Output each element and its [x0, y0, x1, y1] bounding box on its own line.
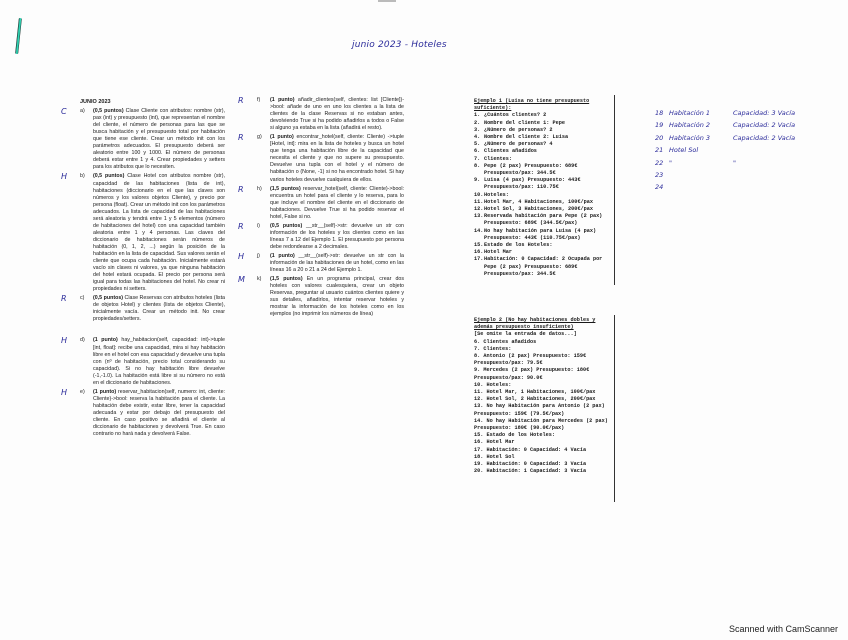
- item-text: reservar_habitacion(self, numero: int, cliente: Cliente)->bool: reserva la habitación para el cliente. La habitación debe existir, estar libre, tener la capacidad adecuada y estar por debajo del presupuesto del cliente. En caso positivo se añadirá el cliente al diccionario de habitaciones y devolverá True. En caso contrario no hará nada y devolverá False.: [93, 388, 225, 438]
- margin-note: M: [238, 275, 245, 285]
- exam-column-1: [61, 99, 226, 440]
- line-text: Clientes:: [484, 155, 513, 162]
- handwritten-label: Habitación 2: [669, 121, 711, 130]
- margin-note: H: [61, 172, 68, 182]
- line-text: Nombre del cliente 1: Pepe: [484, 119, 565, 126]
- line-number: 9.: [474, 177, 481, 184]
- line-text: 11. Hotel Mar, 1 Habitaciones, 100€/pax: [474, 389, 596, 396]
- output-line: [474, 112, 614, 119]
- item-label: h): [257, 185, 262, 192]
- line-number: 12.: [474, 206, 484, 213]
- output-line: [474, 461, 614, 468]
- line-text: 10. Hoteles:: [474, 381, 512, 388]
- line-number: 6.: [474, 148, 481, 155]
- output-line: [474, 256, 614, 278]
- item-text: hay_habitacion(self, capacidad: int)->tuple [int, float]: recibe una capacidad, mira si hay habitación libre en el hotel con esa capacidad y devuelve una tupla con (nº de habitación, precio total considerando su capacidad). Si no hay habitación libre devuelve (-1,-1.0). La habitación está libre si su número no está en el diccionario de habitaciones.: [93, 337, 225, 386]
- output-line: [474, 331, 614, 338]
- handwritten-line-number: 22: [655, 158, 664, 167]
- item-points: (1 punto): [270, 252, 295, 259]
- output-line: [474, 120, 614, 127]
- line-number: 4.: [474, 134, 481, 141]
- exam-item-k: [238, 275, 404, 318]
- item-label: j): [257, 252, 260, 259]
- line-text: 14. No hay Habitación para Mercedes (2 pax) Presupuesto: 180€ (90.0€/pax): [474, 417, 608, 432]
- item-label: c): [80, 295, 85, 302]
- margin-note: C: [61, 107, 67, 117]
- line-text: Nombre del cliente 2: Luisa: [484, 134, 569, 141]
- handwritten-line: [655, 181, 795, 193]
- output-line: [474, 206, 614, 213]
- line-text: Hotel Sol, 3 Habitaciones, 200€/pax: [484, 206, 593, 213]
- line-text: Estado de los Hoteles:: [484, 242, 553, 249]
- handwritten-label: [669, 169, 733, 181]
- margin-note: H: [61, 387, 68, 397]
- line-text: 13. No hay Habitación para Antonio (2 pax) Presupuesto: 159€ (79.5€/pax): [474, 403, 605, 417]
- line-text: ¿Número de personas? 2: [484, 126, 553, 133]
- item-points: (0,5 puntos): [93, 173, 125, 180]
- handwritten-value: Capacidad: 2 Vacía: [733, 121, 796, 130]
- line-text: 19. Habitación: 0 Capacidad: 3 Vacía: [474, 461, 587, 468]
- line-text: Presupuesto/pax: 79.5€: [474, 360, 543, 367]
- line-number: 2.: [474, 119, 481, 126]
- line-number: 5.: [474, 141, 481, 148]
- line-number: 3.: [474, 126, 481, 133]
- output-line: [474, 454, 614, 461]
- line-text: Presupuesto/pax: 90.0€: [474, 374, 543, 381]
- output-line: [474, 141, 614, 148]
- exam-item-h: [238, 184, 404, 221]
- output-line: [474, 432, 614, 439]
- line-text: 16. Hotel Mar: [474, 439, 515, 446]
- item-points: (1,5 puntos): [270, 185, 301, 192]
- line-text: 12. Hotel Sol, 2 Habitaciones, 200€/pax: [474, 396, 596, 403]
- line-text: 6. Clientes añadidos: [474, 338, 537, 345]
- handwritten-value: ": [733, 158, 736, 167]
- line-number: 13.: [474, 213, 484, 220]
- output-line: [474, 134, 614, 141]
- output-line: [474, 339, 614, 346]
- handwritten-line-number: 18: [655, 109, 664, 117]
- line-text: Habitación: 0 Capacidad: 2 Ocupada por Pepe (2 pax) Presupuesto: 689€ Presupuesto/pax: 344.5€: [484, 256, 603, 277]
- exam-item-f: [238, 96, 404, 132]
- item-text: __str__(self)->str: devuelve un str con información de los hoteles y los clientes como en las líneas 7 a 12 del Ejemplo 1. El presupuesto por persona debe redondearse a 2 decimales.: [270, 222, 404, 250]
- output-line: [474, 346, 614, 353]
- line-text: 9. Mercedes (2 pax) Presupuesto: 180€: [474, 367, 590, 374]
- item-points: (0,5 puntos): [270, 222, 303, 229]
- item-text: Clase Hotel con atributos nombre (str), capacidad de las habitaciones (lista de int), habitaciones (diccionario en el que las claves son números y los valores objetos Cliente), y precio por persona (float). Crear un método init con los parámetros adecuados. La lista de capacidad de las habitaciones será aleatoria y tendrá entre 1 y 5 elementos (número de habitaciones del hotel) con una capacidad también aleatoria entre 1 y 4 personas. Las claves del diccionario de habitaciones serán números de habitación (0, 1, 2, ...) según la posición de la habitación en la lista de capacidad. Sus valores serán el cliente que ocupa cada habitación. Inicialmente estará vacío sin claves ni valores, ya que ninguna habitación del hotel estará ocupada. El precio por persona será igual para todas las habitaciones del hotel. No crear ni propiedades ni setters.: [93, 173, 226, 293]
- margin-note: R: [238, 221, 244, 231]
- line-text: 15. Estado de los Hoteles:: [474, 432, 555, 439]
- line-text: 17. Habitación: 0 Capacidad: 4 Vacía: [474, 446, 587, 453]
- margin-note: H: [61, 336, 68, 346]
- output-line: [474, 242, 614, 249]
- handwritten-value: Capacidad: 3 Vacía: [733, 109, 796, 117]
- handwritten-line: [655, 132, 795, 144]
- output-line: [474, 228, 614, 242]
- exam-column-2: [238, 96, 404, 320]
- handwritten-line: [655, 119, 795, 131]
- item-label: i): [257, 222, 260, 229]
- margin-note: R: [238, 133, 244, 143]
- line-text: 7. Clientes:: [474, 345, 512, 352]
- highlighter-mark: [15, 18, 22, 54]
- handwritten-line: [655, 107, 795, 119]
- output-line: [474, 177, 614, 191]
- output-line: [474, 156, 614, 163]
- handwritten-line-number: 24: [655, 183, 664, 192]
- example-1-title: Ejemplo 1 (Luisa no tiene presupuesto suficiente):: [474, 98, 590, 112]
- line-number: 17.: [474, 256, 484, 263]
- output-line: [474, 353, 614, 360]
- handwritten-line-number: 21: [655, 146, 664, 155]
- item-text: Clase Reservas con atributos hoteles (lista de objetos Hotel) y clientes (lista de objetos Cliente), inicialmente vacía. Crear un método init. No crear propiedades/setters.: [93, 295, 225, 323]
- line-text: 8. Antonio (2 pax) Presupuesto: 159€: [474, 353, 587, 360]
- line-text: 18. Hotel Sol: [474, 453, 515, 460]
- handwritten-header: junio 2023 - Hoteles: [352, 40, 447, 50]
- exam-item-i: [238, 221, 404, 251]
- margin-note: R: [238, 184, 244, 194]
- line-text: Reservada habitación para Pepe (2 pax) Presupuesto: 689€ (344.5€/pax): [484, 213, 603, 227]
- output-line: [474, 375, 614, 382]
- margin-note: R: [238, 96, 244, 105]
- output-line: [474, 360, 614, 367]
- scan-artifact: [378, 0, 396, 2]
- item-points: (1,5 puntos): [270, 276, 303, 283]
- handwritten-notes: [655, 107, 795, 194]
- example-2: [474, 317, 614, 475]
- line-number: 1.: [474, 112, 481, 119]
- example-1: [474, 98, 614, 278]
- handwritten-label: Hotel Sol: [669, 146, 699, 155]
- output-line: [474, 148, 614, 155]
- output-line: [474, 389, 614, 396]
- vertical-rule: [614, 315, 615, 502]
- exam-title: JUNIO 2023: [80, 99, 111, 105]
- line-number: 16.: [474, 249, 484, 256]
- line-number: 15.: [474, 242, 484, 249]
- output-line: [474, 382, 614, 389]
- item-text: añadir_clientes(self, clientes: list [Cliente])->bool: añade de uno en uno los clientes a la lista de clientes de la clase Reservas si no estaban antes, devolviendo True si ha podido añadirlos a todos o False si alguno ya estaba en la lista (añadirá el resto).: [270, 97, 404, 132]
- item-text: __str__(self)->str: devuelve un str con la información de las habitaciones de un hotel, como en las líneas 16 a 20 o 21 a 24 del Ejemplo 1.: [270, 252, 404, 274]
- line-text: ¿Número de personas? 4: [484, 141, 553, 148]
- handwritten-line-number: 20: [655, 133, 664, 142]
- handwritten-label: ": [669, 158, 672, 167]
- line-text: [Se omite la entrada de datos...]: [474, 331, 577, 338]
- output-line: [474, 403, 614, 417]
- handwritten-label: Habitación 3: [669, 133, 711, 142]
- output-line: [474, 367, 614, 374]
- item-text: En un programa principal, crear dos hoteles con valores cualesquiera, crear un objeto Reservas, preguntar al usuario cuántos clientes quiere y sus detalles, añadirlos, intentar reservar hoteles y mostrar la información de los hoteles como en los ejemplos (no imprimir los números de línea): [270, 276, 404, 318]
- output-line: [474, 199, 614, 206]
- item-text: Clase Cliente con atributos: nombre (str), pax (int) y presupuesto (int), que representan el nombre del cliente, el número de personas para las que se busca habitación y el presupuesto total por habitación que tiene ese cliente. Crear un método init con los parámetros adecuados. El presupuesto deberá ser aleatorio entre 100 y 1000. El número de personas deberá estar entre 1 y 4. Crear propiedades y setters para los atributos que lo necesiten.: [93, 108, 225, 171]
- handwritten-line: [655, 169, 795, 181]
- item-text: reservar_hotel(self, cliente: Cliente)->bool: encuentra un hotel para el cliente y lo reserva, para lo que incluye el nombre del cliente en el diccionario de habitaciones. Devuelve True si ha podido reservar el hotel, False si no.: [270, 185, 404, 220]
- line-text: Pepe (2 pax) Presupuesto: 689€ Presupuesto/pax: 344.5€: [484, 162, 578, 177]
- item-label: a): [80, 108, 85, 115]
- handwritten-line: [655, 144, 795, 156]
- output-line: [474, 249, 614, 256]
- line-number: 7.: [474, 155, 481, 162]
- line-number: 11.: [474, 198, 484, 205]
- output-line: [474, 447, 614, 454]
- example-1-lines: [474, 112, 614, 278]
- line-text: Hoteles:: [484, 191, 509, 198]
- output-line: [474, 213, 614, 227]
- line-text: Clientes añadidos: [484, 148, 537, 155]
- line-text: 20. Habitación: 1 Capacidad: 3 Vacía: [474, 468, 587, 475]
- handwritten-line: [655, 157, 795, 169]
- output-line: [474, 127, 614, 134]
- item-label: e): [80, 388, 85, 395]
- item-label: g): [257, 134, 262, 141]
- handwritten-line-number: 23: [655, 171, 664, 180]
- exam-item-e: [61, 387, 225, 438]
- item-text: encontrar_hotel(self, cliente: Cliente) ->tuple [Hotel, int]: mira en la lista de hoteles y busca un hotel que tenga una habitación libre de la capacidad que necesita el cliente y que no supere su presupuesto. Devuelve una tupla con el hotel y el número de habitación o (None, -1) si no ha encontrado hotel. Si hay varios hoteles devuelve cualquiera de ellos.: [270, 134, 404, 183]
- item-points: (0,5 puntos): [93, 108, 124, 115]
- exam-item-j: [238, 251, 404, 274]
- item-points: (1 punto): [270, 134, 294, 141]
- margin-note: H: [238, 251, 245, 261]
- item-points: (1 punto): [93, 388, 117, 395]
- line-text: Hotel Mar, 4 Habitaciones, 100€/pax: [484, 198, 593, 205]
- line-text: ¿Cuántos clientes? 2: [484, 112, 547, 119]
- item-points: (1 punto): [93, 337, 118, 344]
- exam-item-b: [61, 172, 226, 293]
- scanner-watermark: Scanned with CamScanner: [728, 624, 838, 634]
- line-text: No hay habitación para Luisa (4 pax) Presupuesto: 443€ (110.75€/pax): [484, 227, 597, 241]
- item-label: b): [80, 173, 85, 180]
- vertical-rule: [614, 95, 615, 285]
- exam-item-c: [61, 294, 225, 323]
- output-line: [474, 396, 614, 403]
- exam-item-d: [61, 336, 225, 386]
- line-number: 14.: [474, 227, 484, 234]
- output-line: [474, 163, 614, 177]
- item-label: f): [257, 97, 261, 103]
- line-text: Luisa (4 pax) Presupuesto: 443€ Presupuesto/pax: 110.75€: [484, 177, 581, 191]
- example-2-lines: [474, 331, 614, 475]
- margin-note: R: [61, 294, 67, 304]
- line-number: 8.: [474, 162, 481, 169]
- exam-item-a: [61, 107, 225, 171]
- example-2-title: Ejemplo 2 (No hay habitaciones dobles y además presupuesto insuficiente): [474, 317, 596, 331]
- output-line: [474, 192, 614, 199]
- handwritten-label: [669, 181, 733, 193]
- output-line: [474, 439, 614, 446]
- line-number: 10.: [474, 191, 484, 198]
- line-text: Hotel Mar: [484, 249, 513, 256]
- output-line: [474, 418, 614, 432]
- item-label: d): [80, 337, 85, 344]
- handwritten-label: Habitación 1: [669, 109, 711, 117]
- output-line: [474, 468, 614, 475]
- item-points: (0,5 puntos): [93, 295, 124, 302]
- exam-item-g: [238, 133, 404, 183]
- item-label: k): [257, 276, 262, 283]
- item-points: (1 punto): [270, 97, 295, 103]
- handwritten-line-number: 19: [655, 121, 664, 130]
- handwritten-value: Capacidad: 2 Vacía: [733, 133, 796, 142]
